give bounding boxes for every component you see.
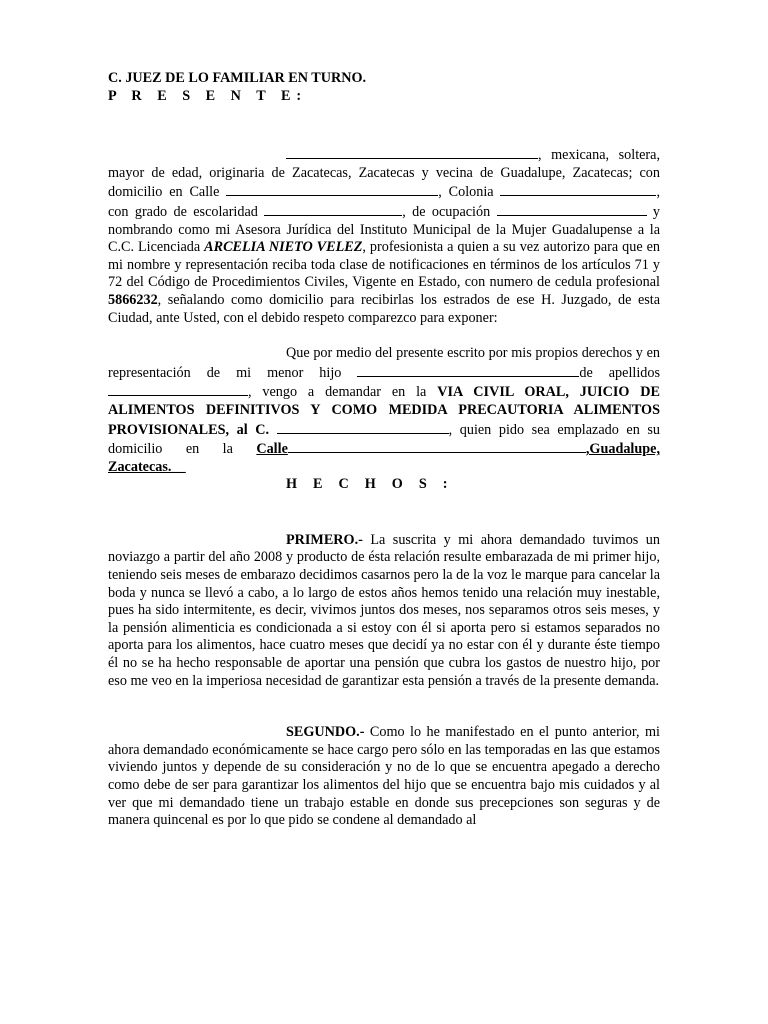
expose-text-2: de apellidos xyxy=(579,364,660,381)
escolaridad-blank[interactable] xyxy=(264,202,402,216)
primero-text: La suscrita y mi ahora demandado tuvimos un noviazgo a partir del año 2008 y producto de ésta relación resulte embarazada de mi primer hijo, teniendo seis meses de embarazo decidimos casarnos pero la de la voz le marque para cancelar la boda y nunca se llevó a cabo, a lo largo de estos años hemos tenido una relación muy inestable, pues ha sido intermitente, es decir, vivimos juntos dos meses, nos separamos otros seis meses, y la pensión alimenticia es condicionada a si estoy con él si aporta pero si estamos separados no aporta para los alimentos, hace cuatro meses que decidí ya no estar con él y durante éste tiempo él no se ha hecho responsable de aportar una pensión que cubra los gastos de nuestro hijo, por eso me veo en la imperiosa necesidad de garantizar esta pensión a través de la presente demanda. xyxy=(108,531,660,689)
intro-text-2: , Colonia xyxy=(438,184,501,201)
ocupacion-blank[interactable] xyxy=(497,202,647,216)
expose-paragraph xyxy=(108,345,660,476)
cedula-number: 5866232 xyxy=(108,291,158,308)
street-blank[interactable] xyxy=(226,182,438,196)
intro-text-3: , con grado de escolaridad xyxy=(108,184,660,220)
primero-paragraph xyxy=(108,532,660,690)
surnames-blank[interactable] xyxy=(108,382,248,396)
hechos-heading: HECHOS: xyxy=(286,476,464,493)
expose-text-5: , quien pido sea emplazado en su domicilio en la xyxy=(108,421,661,458)
child-name-blank[interactable] xyxy=(357,363,579,377)
expose-text-1: Que por medio del presente escrito por mis propios derechos y en representación de mi menor hijo xyxy=(108,345,660,381)
via-civil-oral: VIA CIVIL ORAL, JUICIO DE ALIMENTOS DEFINITIVOS Y COMO MEDIDA PRECAUTORIA ALIMENTOS PROVISIONALES, xyxy=(108,384,660,438)
expose-text-3: , vengo a demandar en la xyxy=(248,384,438,401)
intro-text-5: y nombrando como mi Asesora Jurídica del Instituto Municipal de la Mujer Guadalupense a la C.C. Licenciada xyxy=(108,203,660,256)
city-text: ,Guadalupe, Zacatecas.__ xyxy=(108,441,660,475)
addressee-heading: C. JUEZ DE LO FAMILIAR EN TURNO. xyxy=(108,70,367,86)
expose-text-4: al C. xyxy=(229,421,277,438)
name-blank[interactable] xyxy=(286,145,538,159)
primero-label: PRIMERO.- xyxy=(286,531,363,548)
intro-text-6: , profesionista a quien a su vez autorizo para que en mi nombre y representación reciba toda clase de notificaciones en términos de los artículos 71 y 72 del Código de Procedimientos Civiles, Vigente en Estado, con numero de cedula profesional xyxy=(108,239,660,291)
document-page xyxy=(108,70,660,830)
intro-text-1: , mexicana, soltera, mayor de edad, originaria de Zacatecas, Zacatecas y vecina de Guadalupe, Zacatecas; con domicilio en Calle xyxy=(108,147,660,201)
presente-heading: P R E S E N T E: xyxy=(108,87,308,104)
intro-text-4: , de ocupación xyxy=(402,203,497,220)
segundo-label: SEGUNDO.- xyxy=(286,724,365,741)
defendant-street-blank[interactable] xyxy=(288,439,586,453)
calle-label: Calle xyxy=(256,441,288,458)
segundo-paragraph xyxy=(108,724,660,830)
segundo-text: Como lo he manifestado en el punto anterior, mi ahora demandado económicamente se hace cargo pero sólo en las temporadas en las que estamos viviendo juntos y depende de su consideración y no de lo que se encuentra apegado a derecho como debe de ser para garantizar los alimentos del hijo que se encuentra bajo mis cuidados y al ver que mi demandado tiene un trabajo estable en donde sus precepciones son seguras y de manera quincenal es por lo que pido se condene al demandado al xyxy=(108,724,660,829)
colonia-blank[interactable] xyxy=(500,182,656,196)
defendant-blank[interactable] xyxy=(277,420,449,434)
lawyer-name: ARCELIA NIETO VELEZ xyxy=(204,239,363,256)
intro-text-7: , señalando como domicilio para recibirlas los estrados de ese H. Juzgado, de esta Ciudad, ante Usted, con el debido respeto comparezco para exponer: xyxy=(108,291,660,326)
intro-paragraph xyxy=(108,145,660,327)
